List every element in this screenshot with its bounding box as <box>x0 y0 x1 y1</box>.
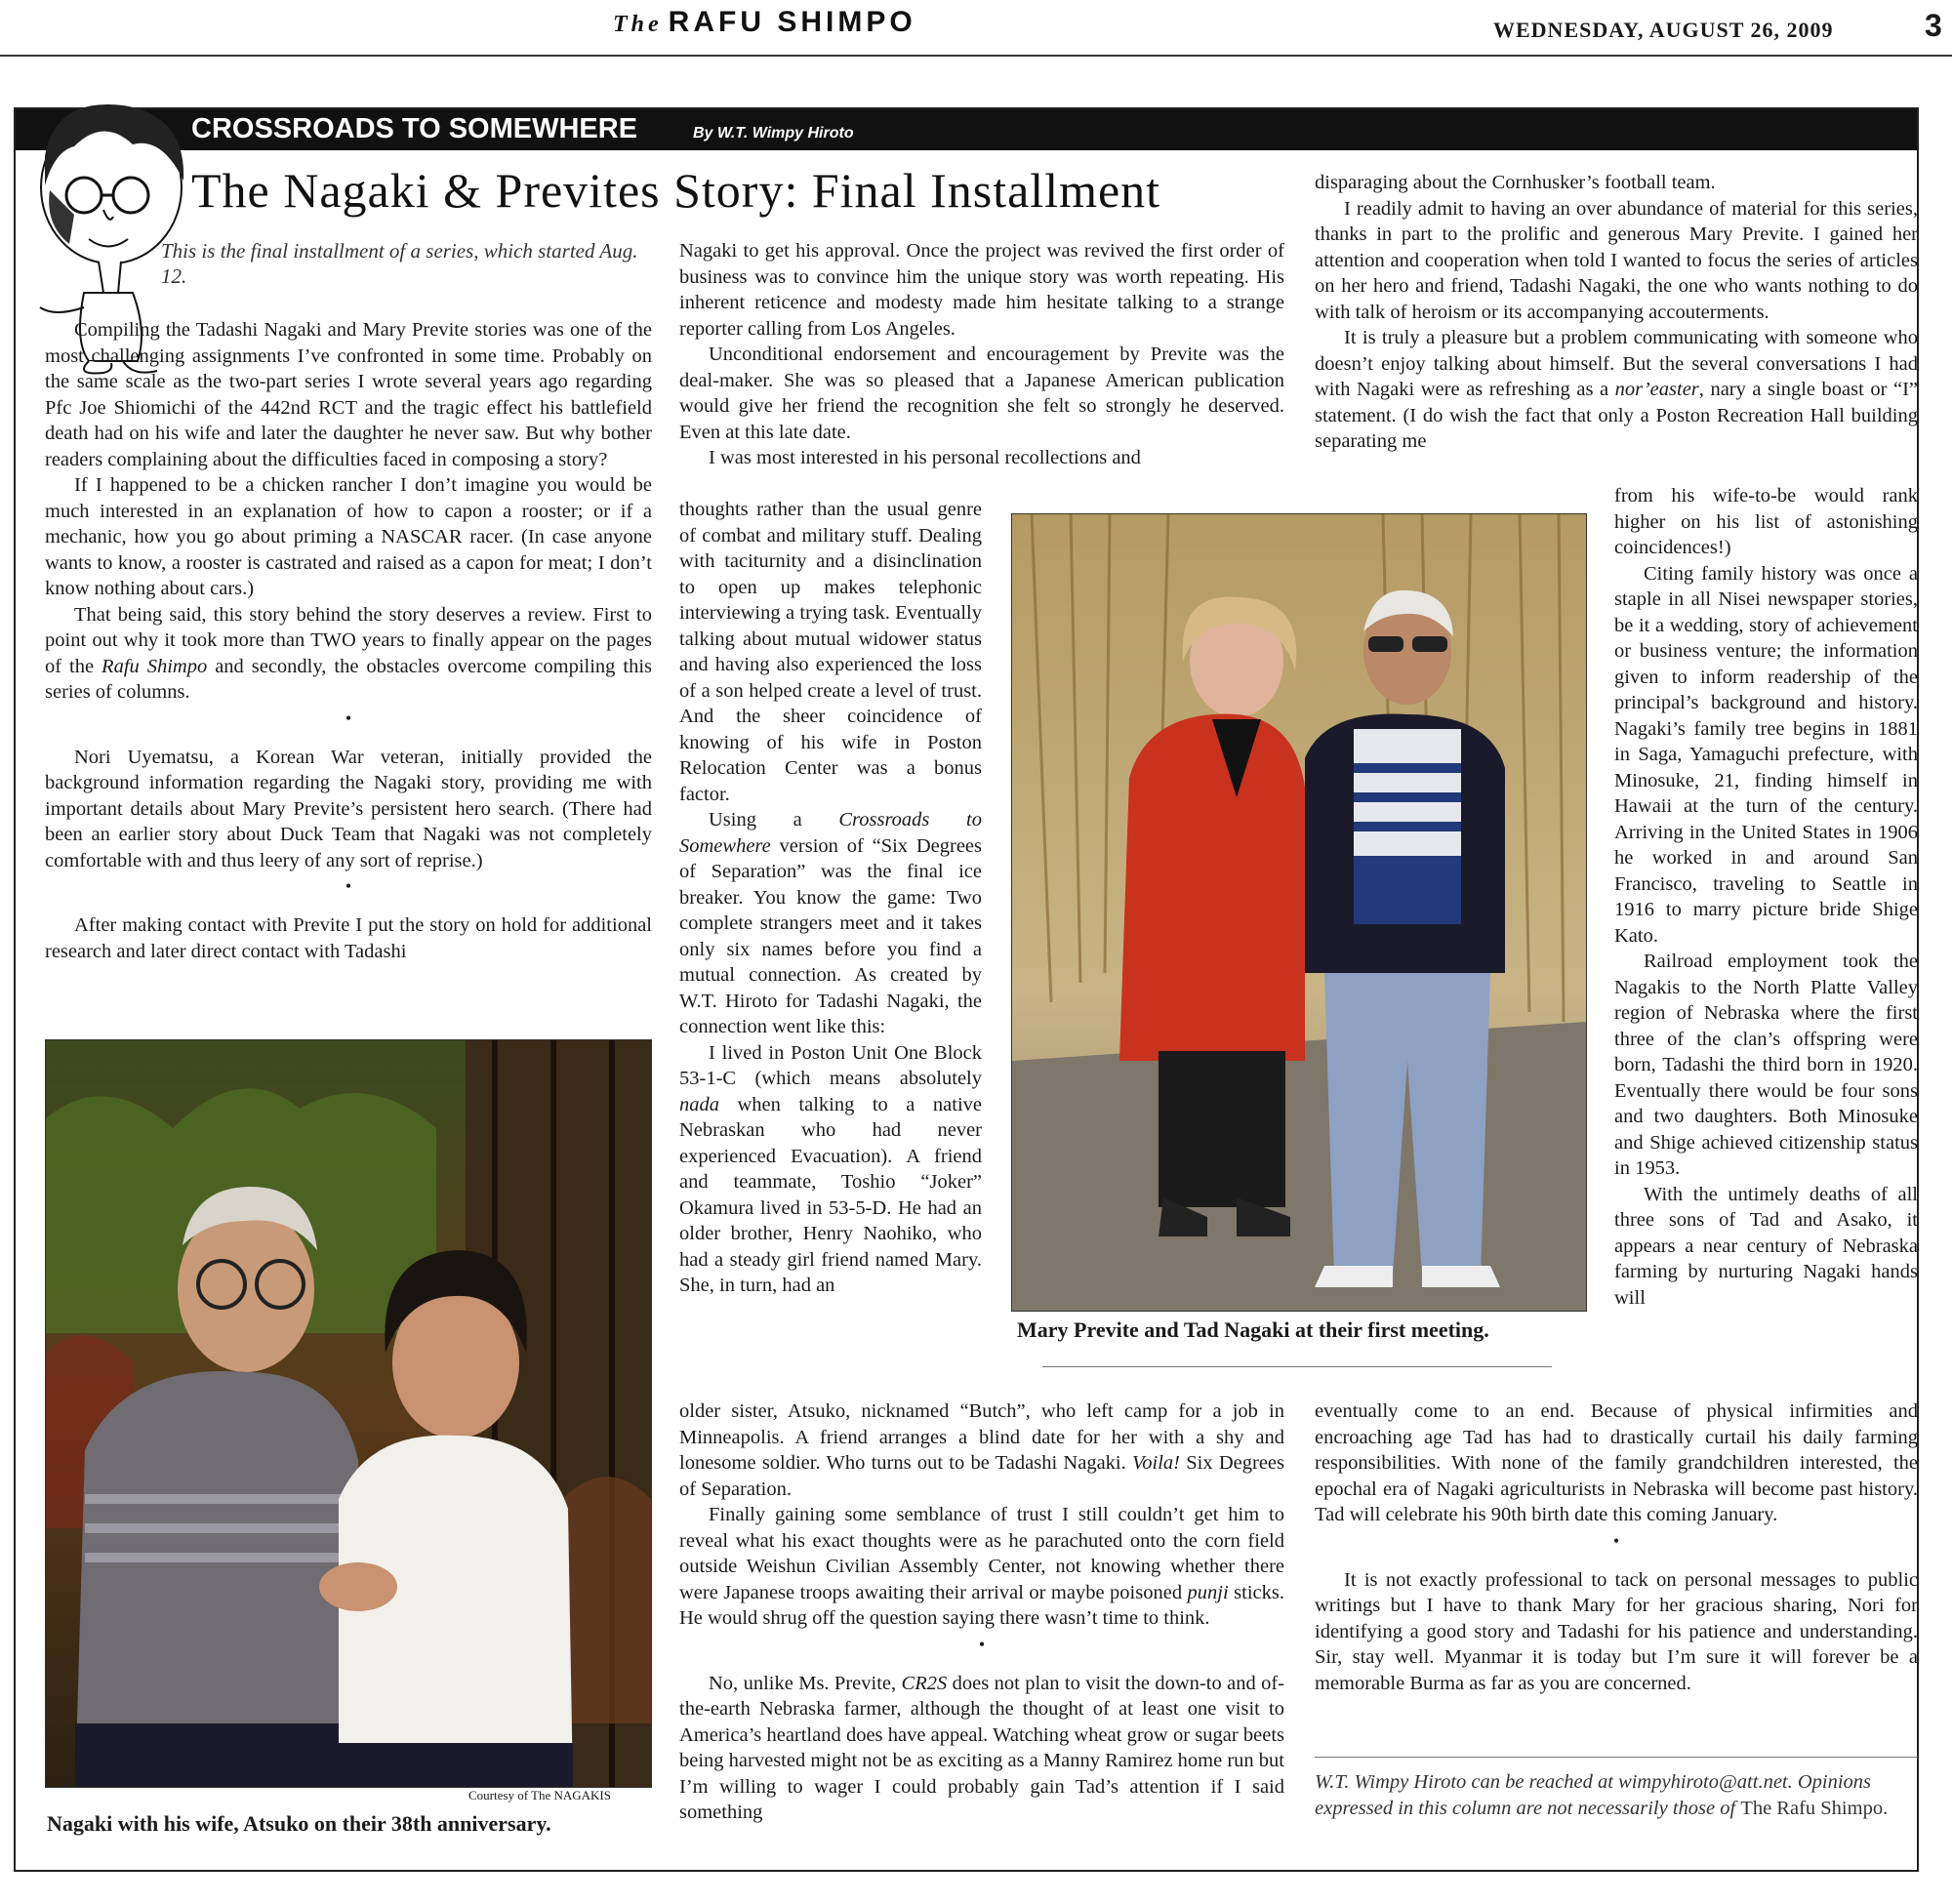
paragraph: No, unlike Ms. Previte, CR2S does not plan to visit the down-to and of-the-earth Nebraska farmer, although the thought of at least one visit to America’s heartland does have appeal. Watching wheat grow or sugar beets being harvested might not be as exciting as a Manny Ramirez home run but I’m willing to wager I could probably gain Tad’s attention if I said something <box>679 1672 1284 1823</box>
paragraph: With the untimely deaths of all three sons of Tad and Asako, it appears a near century of Nebraska farming by nurturing Nagaki hands will <box>1614 1183 1918 1309</box>
column-2-narrow <box>679 497 982 1299</box>
paragraph: It is truly a pleasure but a problem communicating with someone who doesn’t enjoy talking about himself. But the several conversations I had with Nagaki were as refreshing as a nor’easter, nary a single boast or “I” statement. (I do wish the fact that only a Poston Recreation Hall building separating me <box>1315 327 1919 452</box>
paragraph: I was most interested in his personal recollections and <box>709 447 1141 468</box>
byline: By W.T. Wimpy Hiroto <box>693 125 854 142</box>
headline: The Nagaki & Prevites Story: Final Installment <box>191 163 1161 218</box>
paragraph: Compiling the Tadashi Nagaki and Mary Previte stories was one of the most challenging assignments I’ve confronted in some time. Probably on the same scale as the two-part series I wrote several years ago regarding Pfc Joe Shiomichi of the 442nd RCT and the tragic effect his battlefield death had on his wife and later the daughter he never saw. But why bother readers complaining about the difficulties faced in composing a story? <box>45 319 652 470</box>
logo-text: RAFU SHIMPO <box>668 6 916 38</box>
paragraph: Citing family history was once a staple in all Nisei newspaper stories, be it a wedding, story of achievement or business venture; the information given to inform readership of the principal’s background and history. Nagaki’s family tree begins in 1881 in Saga, Yamaguchi prefecture, with Minosuke, 21, finding himself in Hawaii at the turn of the century. Arriving in the United States in 1906 he worked in and around San Francisco, traveling to Seattle in 1916 to marry picture bride Shige Kato. <box>1614 562 1918 947</box>
paragraph: Finally gaining some semblance of trust I still couldn’t get him to reveal what his exact thoughts were as he parachuted onto the corn field outside Weishun Civilian Assembly Center, not knowing whether there were Japanese troops awaiting their arrival or maybe poisoned punji sticks. He would shrug off the question saying there wasn’t time to think. <box>679 1504 1284 1629</box>
column-3-lower <box>1315 1398 1918 1696</box>
left-photo-caption: Nagaki with his wife, Atsuko on their 38th anniversary. <box>47 1811 551 1836</box>
caption-rule <box>1042 1366 1552 1367</box>
section-bullet: • <box>978 1634 986 1654</box>
paragraph: I lived in Poston Unit One Block 53-1-C (which means absolutely nada when talking to a native Nebraskan who had never experienced Evacuation). A friend and teammate, Toshio “Joker” Okamura lived in 53-5-D. He had an older brother, Henry Naohiko, who had a steady girl friend named Mary. She, in turn, had an <box>679 1041 982 1296</box>
column-2-lower <box>679 1398 1284 1826</box>
paragraph: If I happened to be a chicken rancher I don’t imagine you would be much interested in an explanation of how to capon a rooster; or if a mechanic, how you go about priming a NASCAR racer. (In case anyone wants to know, a rooster is castrated and raised as a capon for meat; I don’t know nothing about cars.) <box>45 474 652 599</box>
paragraph: Railroad employment took the Nagakis to the North Platte Valley region of Nebraska where the first three of the clan’s offspring were born, Tadashi the third born in 1920. Eventually there would be four sons and two daughters. Both Minosuke and Shige achieved citizenship status in 1953. <box>1614 951 1918 1179</box>
logo-mark: The <box>613 12 663 37</box>
paragraph: older sister, Atsuko, nicknamed “Butch”, who left camp for a job in Minneapolis. A friend arranges a blind date for her with a shy and lonesome soldier. Who turns out to be Tadashi Nagaki. Voila! Six Degrees of Separation. <box>679 1400 1284 1500</box>
right-photo-caption: Mary Previte and Tad Nagaki at their first meeting. <box>1017 1317 1489 1342</box>
series-intro: This is the final installment of a series, which started Aug. 12. <box>161 239 638 288</box>
photo-credit: Courtesy of The NAGAKIS <box>468 1788 611 1803</box>
issue-date: WEDNESDAY, AUGUST 26, 2009 <box>1493 18 1834 42</box>
paragraph: After making contact with Previte I put the story on hold for additional research and later direct contact with Tadashi <box>45 914 652 962</box>
paragraph: Unconditional endorsement and encouragement by Previte was the deal-maker. She was so pleased that a Japanese American publication would give her friend the recognition she felt so strongly he deserved. Even at this late date. <box>679 344 1284 443</box>
column-3-narrow <box>1614 483 1918 1311</box>
newspaper-logo <box>613 6 916 39</box>
paragraph: Nagaki to get his approval. Once the project was revived the first order of business was to convince him the unique story was worth repeating. His inherent reticence and modesty made him hesitate talking to a strange reporter calling from Los Angeles. <box>679 240 1284 340</box>
paragraph: from his wife-to-be would rank higher on his list of astonishing coincidences!) <box>1614 485 1918 558</box>
paragraph: disparaging about the Cornhusker’s football team. <box>1315 172 1716 193</box>
column-2-upper <box>679 238 1284 471</box>
anniversary-photo <box>45 1039 652 1788</box>
paragraph: That being said, this story behind the story deserves a review. First to point out why it took more than TWO years to finally appear on the pages of the Rafu Shimpo and secondly, the obstacles overcome compiling this series of columns. <box>45 603 652 703</box>
signoff-rule <box>1315 1757 1918 1758</box>
paragraph: Using a Crossroads to Somewhere version of “Six Degrees of Separation” was the final ice breaker. You know the game: Two complete strangers meet and it takes only six names before you find a mutual connection. As created by W.T. Hiroto for Tadashi Nagaki, the connection went like this: <box>679 809 982 1037</box>
author-signoff: W.T. Wimpy Hiroto can be reached at wimpyhiroto@att.net. Opinions expressed in this column are not necessarily those of The Rafu Shimpo. <box>1315 1771 1889 1819</box>
paragraph: eventually come to an end. Because of physical infirmities and encroaching age Tad has had to drastically curtail his daily farming responsibilities. With none of the family grandchildren interested, the epochal era of Nagaki agriculturists in Nebraska will become past history. Tad will celebrate his 90th birth date this coming January. <box>1315 1400 1918 1525</box>
section-bullet: • <box>345 876 352 896</box>
column-name: CROSSROADS TO SOMEWHERE <box>191 113 638 144</box>
first-meeting-photo <box>1011 513 1587 1312</box>
section-bullet: • <box>345 708 352 728</box>
paragraph: Nori Uyematsu, a Korean War veteran, initially provided the background information regarding the Nagaki story, providing me with important details about Mary Previte’s persistent hero search. (There had been an earlier story about Duck Team that Nagaki was not completely comfortable with and thus leery of any sort of reprise.) <box>45 746 652 871</box>
paragraph: thoughts rather than the usual genre of combat and military stuff. Dealing with taciturnity and a disinclination to open up makes telephonic interviewing a trying task. Eventually talking about mutual widower status and having also experienced the loss of a son helped create a level of trust. And the sheer coincidence of knowing of his wife in Poston Relocation Center was a bonus factor. <box>679 499 982 805</box>
page-number: 3 <box>1925 8 1942 43</box>
section-bullet: • <box>1612 1530 1620 1551</box>
column-3-upper <box>1315 170 1918 455</box>
paragraph: It is not exactly professional to tack on personal messages to public writings but I have to thank Mary for her gracious sharing, Nori for identifying a good story and Tadashi for his patience and understanding. Sir, stay well. Myanmar it is today but I’m sure it will forever be a memorable Burma as far as you are concerned. <box>1315 1568 1918 1694</box>
column-1 <box>45 317 652 964</box>
paragraph: I readily admit to having an over abundance of material for this series, thanks in part to the prolific and generous Mary Previte. I gained her attention and cooperation when told I wanted to focus the series of articles on her hero and friend, Tadashi Nagaki, the one who wants nothing to do with talk of heroism or its accompanying accouterments. <box>1315 197 1918 323</box>
